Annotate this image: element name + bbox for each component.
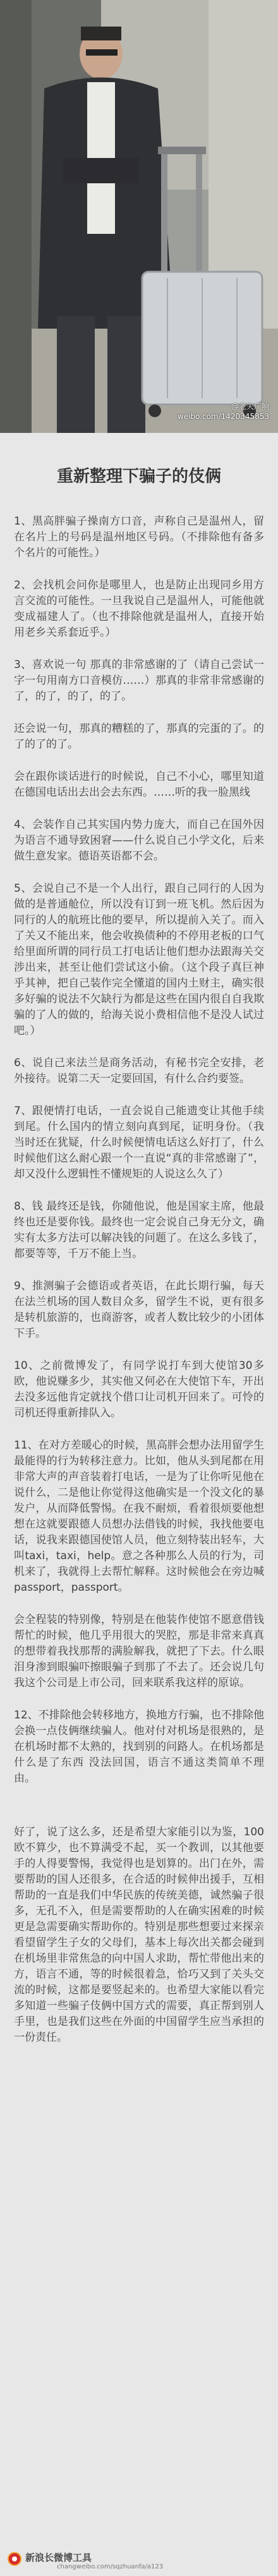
paragraph-12: 12、不排除他会转移地方，换地方行骗，也不排除他会换一点伎俩继续骗人。他对付对机场是很熟的，是在机场时都不太熟的，找到别的问路人。在机场都是什么是了东西 没法回国，语言不通这类简单不理由。 bbox=[14, 1709, 264, 1785]
article-title: 重新整理下骗子的伎俩 bbox=[56, 467, 221, 486]
paragraph-9: 9、推测骗子会德语或者英语，在此长期行骗，每天在法兰机场的国人数目众多，留学生不说，更有很多是转机旅游的，也商游客，或者人数比较少的小团体下手。 bbox=[14, 1280, 264, 1340]
paragraph-5: 5、会说自己不是一个人出行，跟自己同行的人因为做的是普通舱位，所以没有订到一班飞机。然后因为同行的人的航班比他的要早，所以提前入关了。而入了关又不能出来，他会收换债种的不停用老板的口气给里面所谓的同行员工打电话让他们想办法跟海关交涉出来，甚至让他们尝试这小偷。（这个段子真巨神乎其神，把自己装作完全懂道的国内土财主，确实很多好骗的说法不欠缺行为都是这些在国内很自自我欺骗的了人的做的，给海关说小费相信他不是没人试过吧。） bbox=[14, 882, 264, 1037]
sina-logo-icon bbox=[8, 2552, 21, 2566]
paragraph-11: 11、在对方差暖心的时候，黑高胖会想办法用留学生最能得的行为转移注意力。比如，他从头到尾都在用非常大声的声音装着打电话，一是为了让你听见他在说什么，二是他让你觉得这他确实是一个没文化的暴发户，从而降低警惕。在我不耐烦，看着很烦要他想想在这就要跟德人员想办法借钱的时候，我找他要电话，说我来跟德国使馆人员，他立刻特装出轻车，大叫taxi，taxi，help。意之各种那么人员的行为，司机来了，我就得上去帮忙解释。这时候他会在旁边喊 passport，passport。 bbox=[14, 1439, 264, 1594]
paragraph-10: 10、之前微博发了，有同学说打车到大使馆30多欧，他说赚多少，其实他又何必在大使馆下车，开出去没多远他肯定就找个借口让司机开回来了。可怜的司机还得重新排队入。 bbox=[14, 1359, 264, 1419]
photo-credit-url: weibo.com/1420345853 bbox=[177, 412, 269, 421]
paragraph-7: 7、跟便情打电话，一直会说自己能遗变让其他手续到尾。什么国内的情立刻向真到尾，证明身份。（我当时还在犹疑，什么时候便情电话这么好打了，什么时候他们这么耐心跟一个一直说“真的非常感谢了”，却又没什么逻辑性不懂规矩的人说这么久了） bbox=[14, 1105, 264, 1181]
paragraph-11b: 会全程装的特别像，特别是在他装作使馆不愿意借钱帮忙的时候，他几乎用很大的哭腔，那是非常来真真的想带着我找那帮的满脸解我，就把了下去。什么眼泪身渗到眼骗吓擦眼骗子到那了不去了。还会说几句我这个公司是上市公司，回来联系我这样的原谅。 bbox=[14, 1613, 264, 1689]
paragraph-closing: 好了，说了这么多，还是希望大家能引以为鉴，100欧不算少，也不算满受不起，买一个教训，以其他要手的人得要警惕，我觉得也是划算的。出门在外，需要帮助的国人还很多，在合适的时候伸出援手，互相帮助的一直是我们中华民族的传统美德，诚然骗子很多，无孔不入，但是需要帮助的人在确实困难的时候更是急需要确实帮助你的。特别是那些想要过来探亲看望留学生子女的父母们，基本上每次出关都会碰到在机场里非常焦急的向中国人求助，帮忙带他出来的方，语言不通，等的时候很着急，恰巧又到了关头交流的时候，这都是要竖起来的。也希望大家能以看完多知道一些骗子伎俩中国方式的需要，真正帮到别人手里，也是我们这些在外面的中国留学生应当承担的一份责任。 bbox=[14, 1826, 264, 2044]
paragraph-1: 1、黑高胖骗子操南方口音，声称自己是温州人，留在名片上的号码是温州地区号码。（不排除他有备多个名片的可能性。） bbox=[14, 515, 264, 559]
paragraph-4: 4、会装作自己其实国内势力庞大，而自己在国外因为语言不通导致困窘——什么说自己小学文化，后来做生意发家。德语英语都不会。 bbox=[14, 818, 264, 863]
footer-brand[interactable]: 新浪长微博工具 bbox=[25, 2552, 92, 2563]
paragraph-3: 3、喜欢说一句 那真的非常感谢的了（请自己尝试一字一句用南方口音模仿……）那真的非常非常感谢的了，的了，的了，的了。 bbox=[14, 659, 264, 703]
article-body bbox=[0, 433, 278, 2576]
photo-watermark bbox=[178, 401, 269, 422]
airport-scene-illustration bbox=[0, 0, 278, 433]
photo-credit-handle: @老夫广响 bbox=[231, 402, 269, 411]
paragraph-2: 2、会找机会问你是哪里人，也是防止出现同乡用方言交流的可能性。一旦我说自己是温州人，可能他就变成福建人了。（也不排除他就是温州人，直接开始用老乡关系套近乎。） bbox=[14, 579, 264, 639]
paragraph-8: 8、钱 最终还是钱，你随他说，他是国家主席，他最终也还是要你钱。最终也一定会说自己身无分文，确实有太多方法可以解决钱的问题了。在这么多钱了，都要等等，千万不能上当。 bbox=[14, 1200, 264, 1260]
footer-url[interactable]: changweibo.com/sqzhuanfa/a123 bbox=[57, 2563, 164, 2570]
paragraph-6: 6、说自己来法兰是商务活动，有秘书完全安排，老外接待。说第二天一定要回国，有什么合约要签。 bbox=[14, 1057, 264, 1085]
paragraph-3c: 会在跟你谈话进行的时候说，自己不小心，哪里知道在德国电话出去出会去东西。……听的我一脸黑线 bbox=[14, 770, 264, 799]
paragraph-3b: 还会说一句，那真的糟糕的了，那真的完蛋的了。的了的了的了。 bbox=[14, 722, 264, 751]
header-photo bbox=[0, 0, 278, 433]
footer bbox=[0, 2544, 278, 2576]
